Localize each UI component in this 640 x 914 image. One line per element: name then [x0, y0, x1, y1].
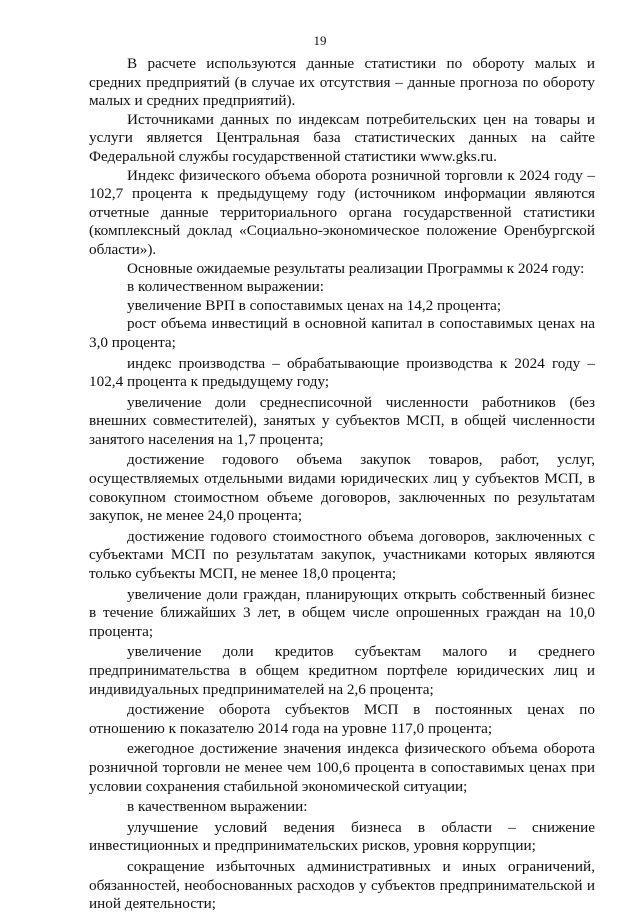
- paragraph: В расчете используются данные статистики по обороту малых и средних предприятий (в случае их отсутствия – данные прогноза по обороту малых и средних предприятий).: [89, 55, 595, 110]
- paragraph: увеличение доли кредитов субъектам малого и среднего предпринимательства в общем кредитном портфеле юридических лиц и индивидуальных предпринимателей на 2,6 процента;: [89, 643, 595, 698]
- paragraph: Индекс физического объема оборота розничной торговли к 2024 году – 102,7 процента к предыдущему году (источником информации являются отчетные данные территориального органа государственной статистики (комплексный доклад «Социально-экономическое положение Оренбургской области»).: [89, 166, 595, 258]
- paragraph: увеличение доли среднесписочной численности работников (без внешних совместителей), занятых у субъектов МСП, в общей численности занятого населения на 1,7 процента;: [89, 393, 595, 448]
- paragraph: достижение годового объема закупок товаров, работ, услуг, осуществляемых отдельными видами юридических лиц у субъектов МСП, в совокупном стоимостном объеме договоров, заключенных по результатам закупок, не менее 24,0 процента;: [89, 451, 595, 525]
- paragraph: рост объема инвестиций в основной капитал в сопоставимых ценах на 3,0 процента;: [89, 315, 595, 351]
- paragraph: достижение оборота субъектов МСП в постоянных ценах по отношению к показателю 2014 года на уровне 117,0 процента;: [89, 701, 595, 737]
- paragraph: индекс производства – обрабатывающие производства к 2024 году – 102,4 процента к предыдущему году;: [89, 354, 595, 391]
- paragraph: в количественном выражении:: [127, 278, 324, 296]
- paragraph: сокращение избыточных административных и иных ограничений, обязанностей, необоснованных расходов у субъектов предпринимательской и иной деятельности;: [89, 857, 595, 913]
- paragraph: увеличение ВРП в сопоставимых ценах на 14,2 процента;: [127, 296, 502, 314]
- paragraph: Источниками данных по индексам потребительских цен на товары и услуги является Центральная база статистических данных на сайте Федеральной службы государственной статистики www.gks.ru.: [89, 110, 595, 165]
- page-number: 19: [313, 33, 327, 48]
- paragraph: в качественном выражении:: [127, 798, 308, 816]
- paragraph: достижение годового стоимостного объема договоров, заключенных с субъектами МСП по результатам закупок, участниками которых являются только субъекты МСП, не менее 18,0 процента;: [89, 527, 595, 583]
- paragraph: увеличение доли граждан, планирующих открыть собственный бизнес в течение ближайших 3 лет, в общем числе опрошенных граждан на 10,0 процента;: [89, 585, 595, 640]
- paragraph: улучшение условий ведения бизнеса в области – снижение инвестиционных и предпринимательских рисков, уровня коррупции;: [89, 818, 595, 855]
- paragraph: Основные ожидаемые результаты реализации Программы к 2024 году:: [127, 259, 585, 277]
- document-body: [89, 55, 595, 914]
- paragraph: ежегодное достижение значения индекса физического объема оборота розничной торговли не менее чем 100,6 процента в сопоставимых ценах при условии сохранения стабильной экономической ситуации;: [89, 740, 595, 795]
